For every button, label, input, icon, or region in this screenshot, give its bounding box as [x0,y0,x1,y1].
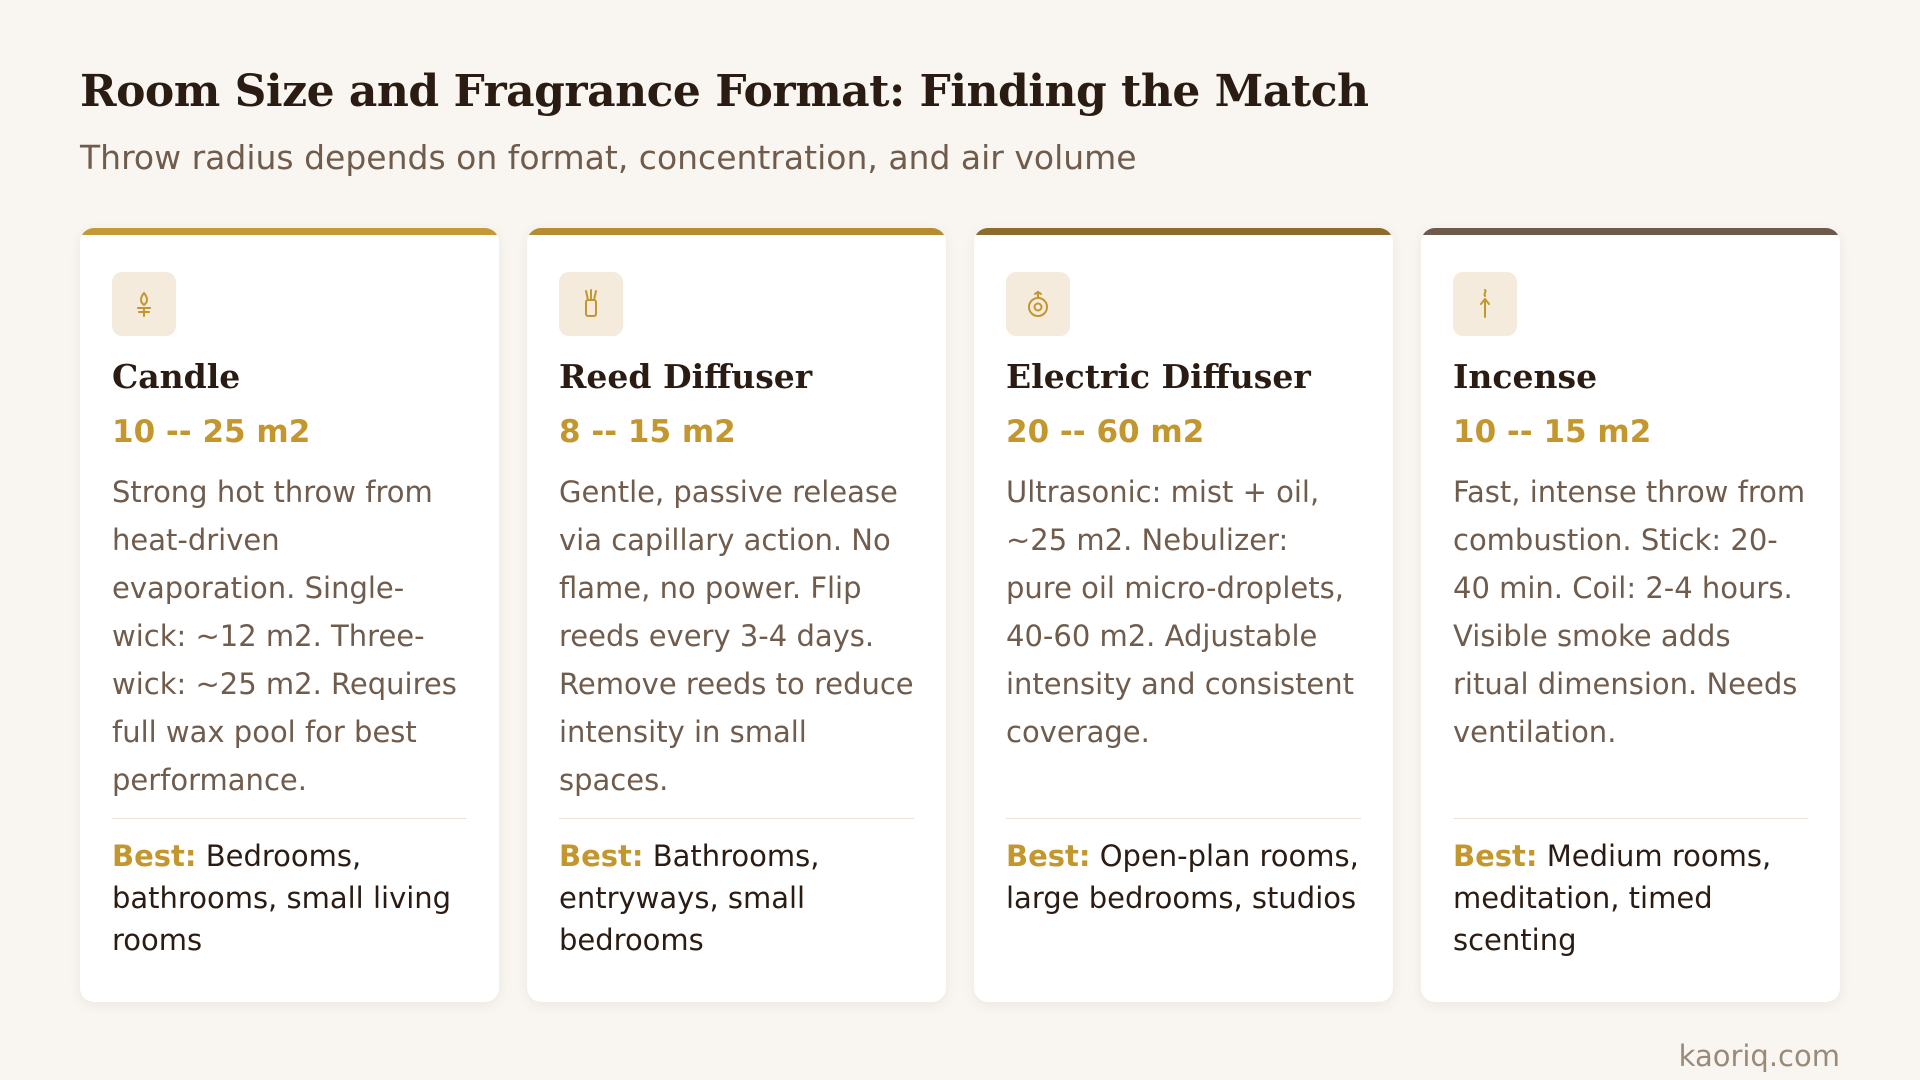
card-best-for [1006,835,1361,919]
card-room-size: 10 -- 25 m2 [112,414,311,450]
best-text: Open-plan rooms, large bedrooms, studios [1006,839,1359,915]
card-description: Fast, intense throw from combustion. Stick: 20-40 min. Coil: 2-4 hours. Visible smoke adds ritual dimension. Needs ventilation. [1453,475,1806,749]
card-icon-box [559,272,623,336]
card-room-size: 10 -- 15 m2 [1453,414,1652,450]
page-subtitle: Throw radius depends on format, concentration, and air volume [80,138,1137,177]
card-icon-box [1453,272,1517,336]
card-title: Reed Diffuser [559,357,813,396]
format-cards [80,228,1840,1002]
card-electric-diffuser [974,228,1393,1002]
card-icon-box [112,272,176,336]
electric-diffuser-icon [1021,287,1055,321]
card-accent-bar [527,228,946,235]
best-text: Bedrooms, bathrooms, small living rooms [112,839,452,957]
card-incense [1421,228,1840,1002]
card-best-for [112,835,467,961]
card-accent-bar [974,228,1393,235]
card-description: Strong hot throw from heat-driven evaporation. Single-wick: ~12 m2. Three-wick: ~25 m2. Requires full wax pool for best performance. [112,475,457,797]
card-description: Ultrasonic: mist + oil, ~25 m2. Nebulizer: pure oil micro-droplets, 40-60 m2. Adjustable intensity and consistent coverage. [1006,475,1355,749]
footer-site-name: kaoriq.com [1678,1039,1840,1073]
card-room-size: 8 -- 15 m2 [559,414,736,450]
card-reed-diffuser [527,228,946,1002]
card-best-for [1453,835,1808,961]
card-accent-bar [1421,228,1840,235]
incense-stick-icon [1468,287,1502,321]
best-label: Best: [1006,839,1091,873]
best-text: Medium rooms, meditation, timed scenting [1453,839,1772,957]
card-title: Incense [1453,357,1598,396]
card-divider [1006,818,1361,819]
card-icon-box [1006,272,1070,336]
best-label: Best: [559,839,644,873]
card-best-for [559,835,914,961]
card-room-size: 20 -- 60 m2 [1006,414,1205,450]
card-divider [559,818,914,819]
best-label: Best: [1453,839,1538,873]
card-accent-bar [80,228,499,235]
best-label: Best: [112,839,197,873]
card-divider [112,818,467,819]
card-candle [80,228,499,1002]
card-description: Gentle, passive release via capillary action. No flame, no power. Flip reeds every 3-4 days. Remove reeds to reduce intensity in small spaces. [559,475,914,797]
page-title: Room Size and Fragrance Format: Finding the Match [80,66,1369,117]
card-title: Electric Diffuser [1006,357,1311,396]
card-divider [1453,818,1808,819]
reed-diffuser-icon [574,287,608,321]
best-text: Bathrooms, entryways, small bedrooms [559,839,820,957]
candle-flame-icon [127,287,161,321]
card-title: Candle [112,357,241,396]
